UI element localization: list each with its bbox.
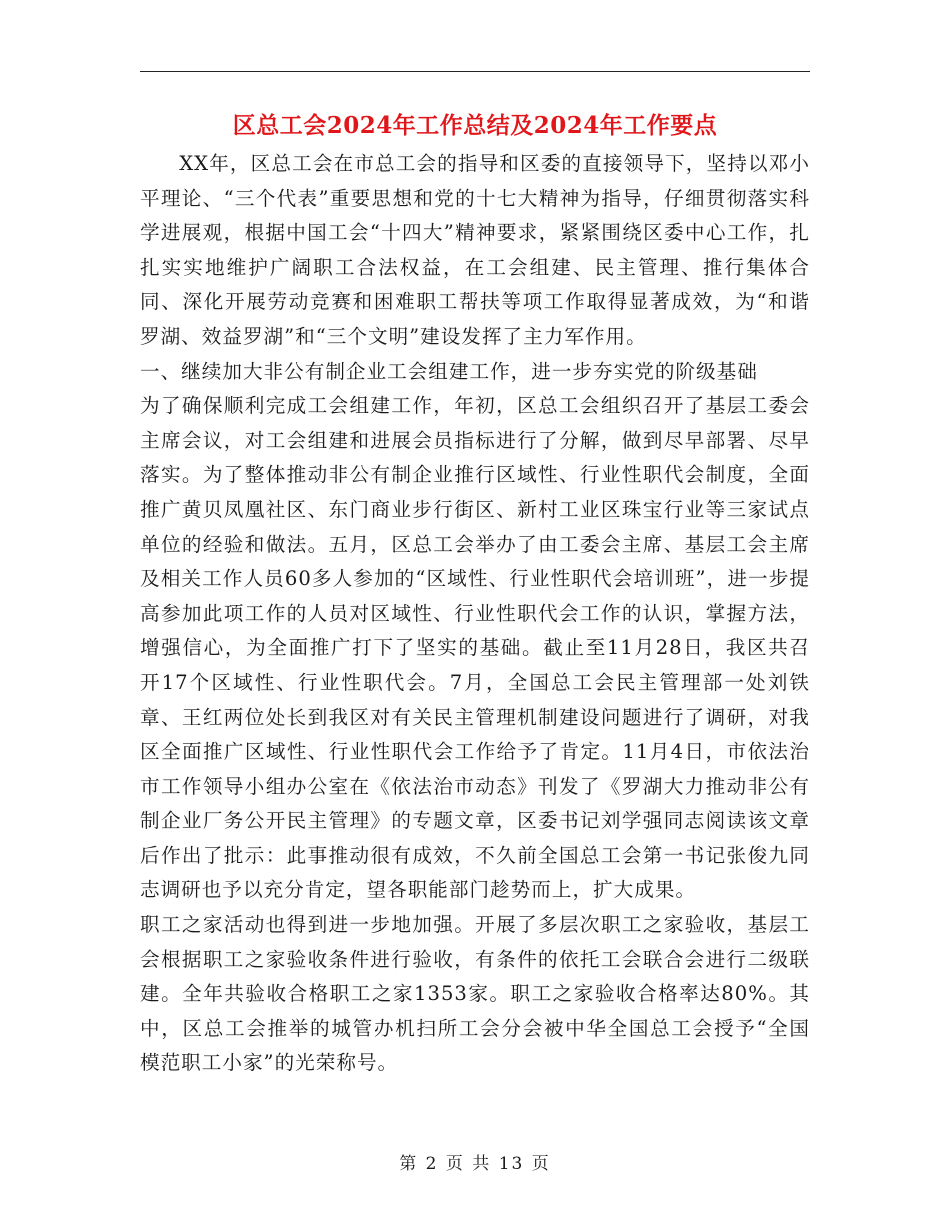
paragraph-intro: XX年，区总工会在市总工会的指导和区委的直接领导下，坚持以邓小平理论、“三个代表”重要思想和党的十七大精神为指导，仔细贯彻落实科学进展观，根据中国工会“十四大”精神要求，紧紧围绕区委中心工作，扎扎实实地维护广阔职工合法权益，在工会组建、民主管理、推行集体合同、深化开展劳动竞赛和困难职工帮扶等项工作取得显著成效，为“和谐罗湖、效益罗湖”和“三个文明”建设发挥了主力军作用。 [140, 152, 810, 348]
document-title: 区总工会2024年工作总结及2024年工作要点 [232, 112, 718, 139]
document-body [140, 147, 810, 1081]
paragraph-workers-home: 职工之家活动也得到进一步地加强。开展了多层次职工之家验收，基层工会根据职工之家验收条件进行验收，有条件的依托工会联合会进行二级联建。全年共验收合格职工之家1353家。职工之家验收合格率达80%。其中，区总工会推举的城管办机扫所工会分会被中华全国总工会授予“全国模范职工小家”的光荣称号。 [140, 913, 810, 1075]
page-number-footer: 第 2 页 共 13 页 [399, 1154, 551, 1174]
header-rule [140, 71, 810, 72]
paragraph-union-organizing: 为了确保顺利完成工会组建工作，年初，区总工会组织召开了基层工委会主席会议，对工会组建和进展会员指标进行了分解，做到尽早部署、尽早落实。为了整体推动非公有制企业推行区域性、行业性职代会制度，全面推广黄贝凤凰社区、东门商业步行街区、新村工业区珠宝行业等三家试点单位的经验和做法。五月，区总工会举办了由工委会主席、基层工会主席及相关工作人员60多人参加的“区域性、行业性职代会培训班”，进一步提高参加此项工作的人员对区域性、行业性职代会工作的认识，掌握方法，增强信心，为全面推广打下了坚实的基础。截止至11月28日，我区共召开17个区域性、行业性职代会。7月，全国总工会民主管理部一处刘铁章、王红两位处长到我区对有关民主管理机制建设问题进行了调研，对我区全面推广区域性、行业性职代会工作给予了肯定。11月4日，市依法治市工作领导小组办公室在《依法治市动态》刊发了《罗湖大力推动非公有制企业厂务公开民主管理》的专题文章，区委书记刘学强同志阅读该文章后作出了批示：此事推动很有成效，不久前全国总工会第一书记张俊九同志调研也予以充分肯定，望各职能部门趁势而上，扩大成果。 [140, 394, 810, 902]
section-heading-1: 一、继续加大非公有制企业工会组建工作，进一步夯实党的阶级基础 [140, 359, 758, 383]
